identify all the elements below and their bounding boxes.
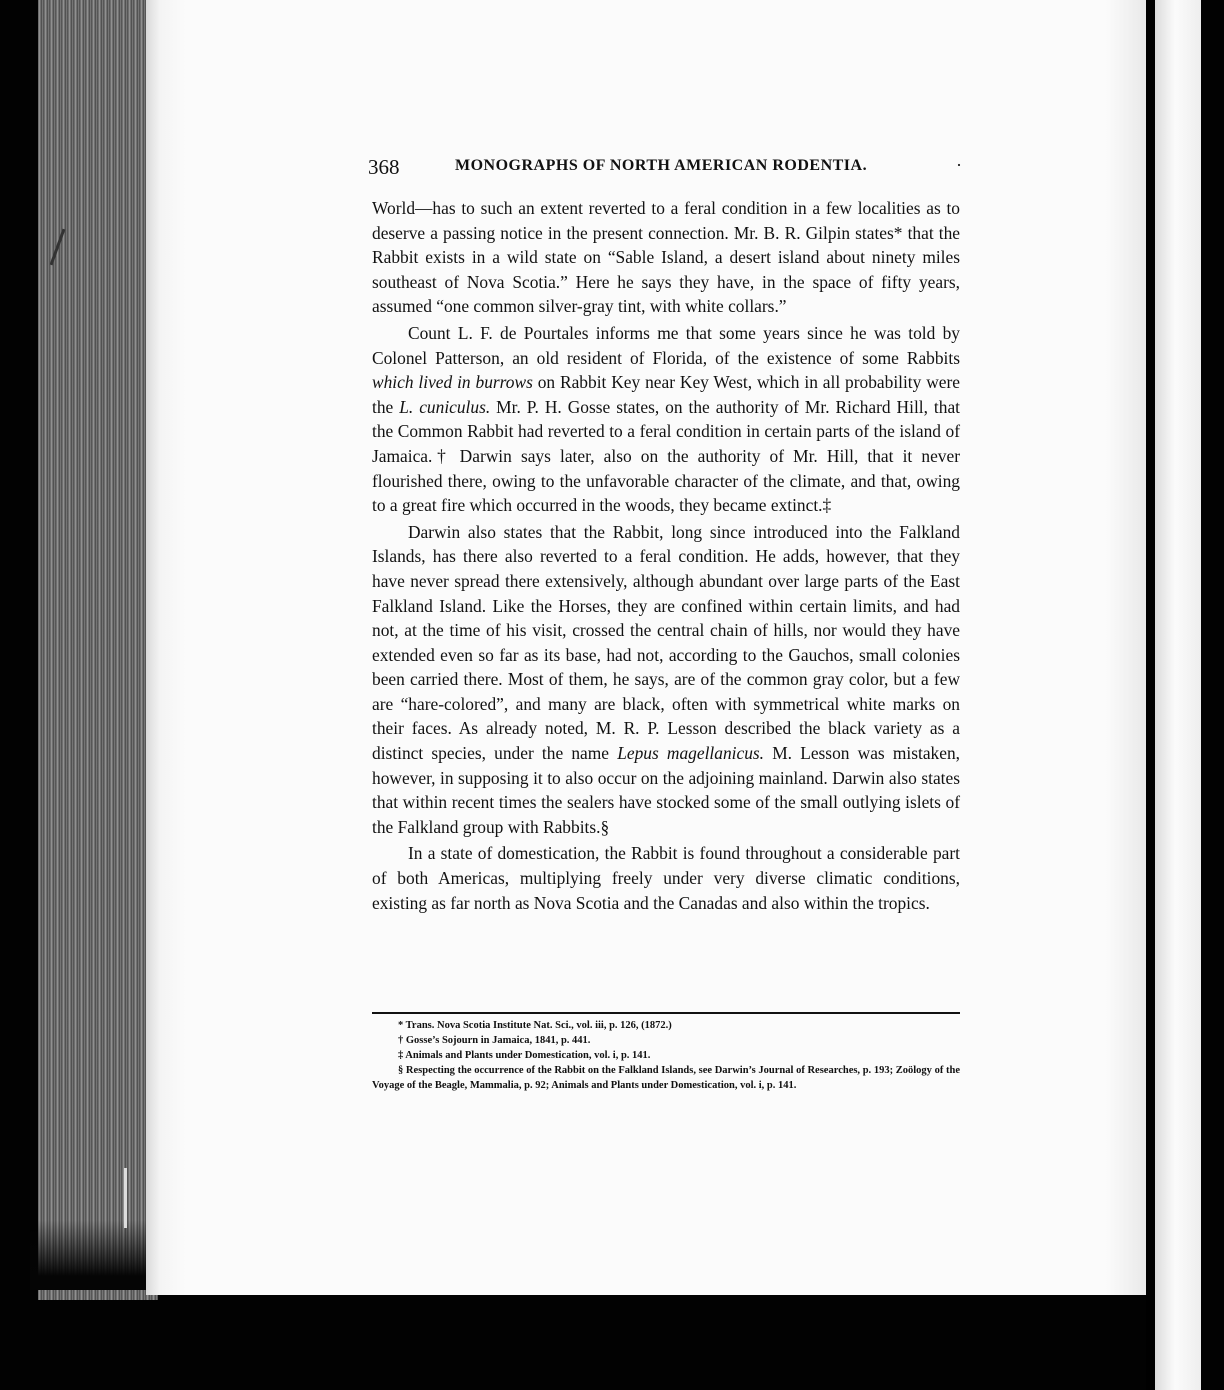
- page-number: 368: [368, 155, 400, 179]
- header-mark: ·: [956, 155, 962, 175]
- book-page-edges: [38, 0, 158, 1300]
- facing-page-edge: [1155, 0, 1201, 1390]
- paragraph-text: World—has to such an extent reverted to a feral condition in a few localities as to deserve a passing notice in the present connection. Mr. B. R. Gilpin states* that the Rabbit exists in a wild state on “Sable Island, a desert island about ninety miles southeast of Nova Scotia.” Here he says they have, in the space of fifty years, assumed “one common silver-gray tint, with white collars.”: [372, 198, 960, 317]
- footnote-rule: [372, 1012, 960, 1014]
- paragraph-text: M. Lesson was mistaken, however, in supposing it to also occur on the adjoining mainland. Darwin also states that within recent times the sealers have stocked some of the small outlying islets of the Falkland group with Rabbits.§: [372, 743, 961, 837]
- paragraph-text: Count L. F. de Pourtales informs me that some years since he was told by Colonel Patterson, an old resident of Florida, of the existence of some Rabbits: [372, 322, 960, 368]
- footnotes: [372, 1018, 960, 1093]
- scan-mark: [124, 1168, 127, 1228]
- paragraph-text: Mr. P. H. Gosse states, on the authority of Mr. Richard Hill, that the Common Rabbit had reverted to a feral condition in certain parts of the island of Jamaica.† Darwin says later, also on the authority of Mr. Hill, that it never flourished there, owing to the unfavorable character of the climate, and that, owing to a great fire which occurred in the woods, they became extinct.‡: [372, 396, 961, 516]
- running-title: MONOGRAPHS OF NORTH AMERICAN RODENTIA.: [455, 157, 868, 174]
- paragraph: [372, 321, 960, 518]
- footnote: ‡ Animals and Plants under Domestication, vol. i, p. 141.: [398, 1050, 651, 1061]
- italic-text: Lepus magellanicus.: [617, 743, 765, 764]
- paragraph-text: on Rabbit Key near Key West, which in all probability were the: [372, 372, 961, 417]
- paragraph-text: In a state of domestication, the Rabbit is found throughout a considerable part of both Americas, multiplying freely under very diverse climatic conditions, existing as far north as Nova Scotia and the Canadas and also within the tropics.: [372, 843, 960, 913]
- book-gutter: [1146, 0, 1155, 1390]
- footnote: † Gosse’s Sojourn in Jamaica, 1841, p. 441.: [398, 1035, 591, 1046]
- footnote: * Trans. Nova Scotia Institute Nat. Sci., vol. iii, p. 126, (1872.): [398, 1020, 672, 1031]
- running-head: [368, 155, 968, 181]
- italic-text: L. cuniculus.: [399, 396, 491, 417]
- paragraph: [372, 841, 960, 915]
- paragraph: [372, 520, 960, 840]
- italic-text: which lived in burrows: [372, 372, 533, 393]
- paragraph: [372, 196, 960, 319]
- footnote: § Respecting the occurrence of the Rabbit on the Falkland Islands, see Darwin’s Journal of Researches, p. 193; Zoölogy of the Voyage of the Beagle, Mammalia, p. 92; Animals and Plants under Domestication, vol. i, p. 141.: [372, 1065, 960, 1091]
- paragraph-text: Darwin also states that the Rabbit, long since introduced into the Falkland Islands, has there also reverted to a feral condition. He adds, however, that they have never spread there extensively, although abundant over large parts of the East Falkland Island. Like the Horses, they are confined within certain limits, and had not, at the time of his visit, crossed the central chain of hills, nor would they have extended even so far as its base, had not, according to the Gauchos, small colonies been carried there. Most of them, he says, are of the common gray color, but a few are “hare-colored”, and many are black, often with symmetrical white marks on their faces. As already noted, M. R. P. Lesson described the black variety as a distinct species, under the name: [372, 521, 960, 764]
- body-text: [372, 196, 960, 915]
